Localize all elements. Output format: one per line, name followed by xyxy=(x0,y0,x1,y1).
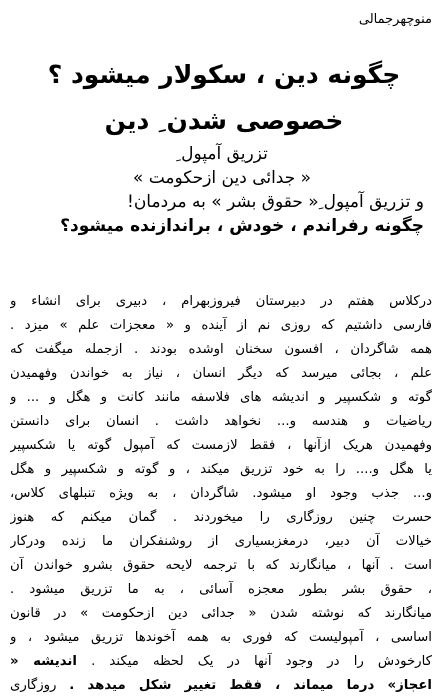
paragraph-line: ، حقوق بشر بطور معجزه آسائی ، به ما تزریق میشود . xyxy=(10,582,432,597)
paragraph-line: است . آنها ، میانگارند که با ترجمه لایحه حقوق بشرو خواندن آن xyxy=(10,558,432,573)
paragraph-line xyxy=(10,674,432,698)
paragraph-line: وفهمیدن هریک ازآنها ، فقط لازمست که آمپول گوته یا شکسپیر xyxy=(10,438,432,453)
lead-line: « جدائی دین ازحکومت » xyxy=(132,168,312,188)
paragraph-line-text: کارخودش را در وجود آنها در یک لحظه میکند . xyxy=(91,654,432,669)
paragraph-line: خیالات آن دبیر، درمغزبسیاری از روشنفکران ما زنده ودرکار xyxy=(10,534,432,549)
paragraph-line: درکلاس هفتم در دبیرستان فیروزبهرام ، دبیری برای انشاء و xyxy=(10,294,432,309)
bold-fragment: اندیشه « xyxy=(10,654,77,669)
lead-line: و تزریق آمپول ِ« حقوق بشر » به مردمان! xyxy=(127,192,424,212)
article-subtitle: خصوصی شدن ِ دین xyxy=(104,106,344,135)
bold-fragment: اعجاز» درما میماند ، فقط تغییر شکل میدهد . xyxy=(69,678,432,693)
paragraph-line: یا هگل و.... را به خود تزریق میکند ، و گوته و شکسپیر و هگل xyxy=(10,462,432,477)
article-title: چگونه دین ، سکولار میشود ؟ xyxy=(47,60,401,89)
paragraph-line: ریاضیات و هندسه و... نخواهد داشت . انسان برای دانستن xyxy=(10,414,432,429)
paragraph-line: همه شاگردان ، افسون سخنان اوشده بودند . ازجمله میگفت که xyxy=(10,342,432,357)
paragraph-line: گوته و شکسپیر و اندیشه های فلاسفه مانند کانت و هگل و ... و xyxy=(10,390,432,405)
paragraph-line: اساسی ، آمپولیست که فوری به همه آخوندها تزریق میشود ، و xyxy=(10,630,432,645)
lead-line: چگونه رفراندم ، خودش ، براندازنده میشود؟ xyxy=(60,216,424,236)
paragraph-line: و... جذب وجود او میشود. شاگردان ، به ویژه تنبلهای کلاس، xyxy=(10,486,432,501)
lead-line: تزریق آمپول ِ xyxy=(176,144,268,164)
author-name: منوچهرجمالی xyxy=(358,12,432,27)
body-paragraph xyxy=(10,290,432,698)
paragraph-line-tail: روزگاری xyxy=(10,678,57,693)
paragraph-line: میانگارند که نوشته شدن « جدائی دین ازحکومت » در قانون xyxy=(10,606,432,621)
paragraph-line: حسرت چنین روزگاری را میخوردند . گمان میکنم که هنوز xyxy=(10,510,432,525)
lead-block xyxy=(20,142,424,238)
paragraph-line: علم ، بجائی میرسد که دیگر انسان ، نیاز به خواندن وفهمیدن xyxy=(10,366,432,381)
paragraph-line: فارسی داشتیم که روزی نم از آینده و « معجزات علم » میزد . xyxy=(10,318,432,333)
paragraph-line xyxy=(10,650,432,674)
